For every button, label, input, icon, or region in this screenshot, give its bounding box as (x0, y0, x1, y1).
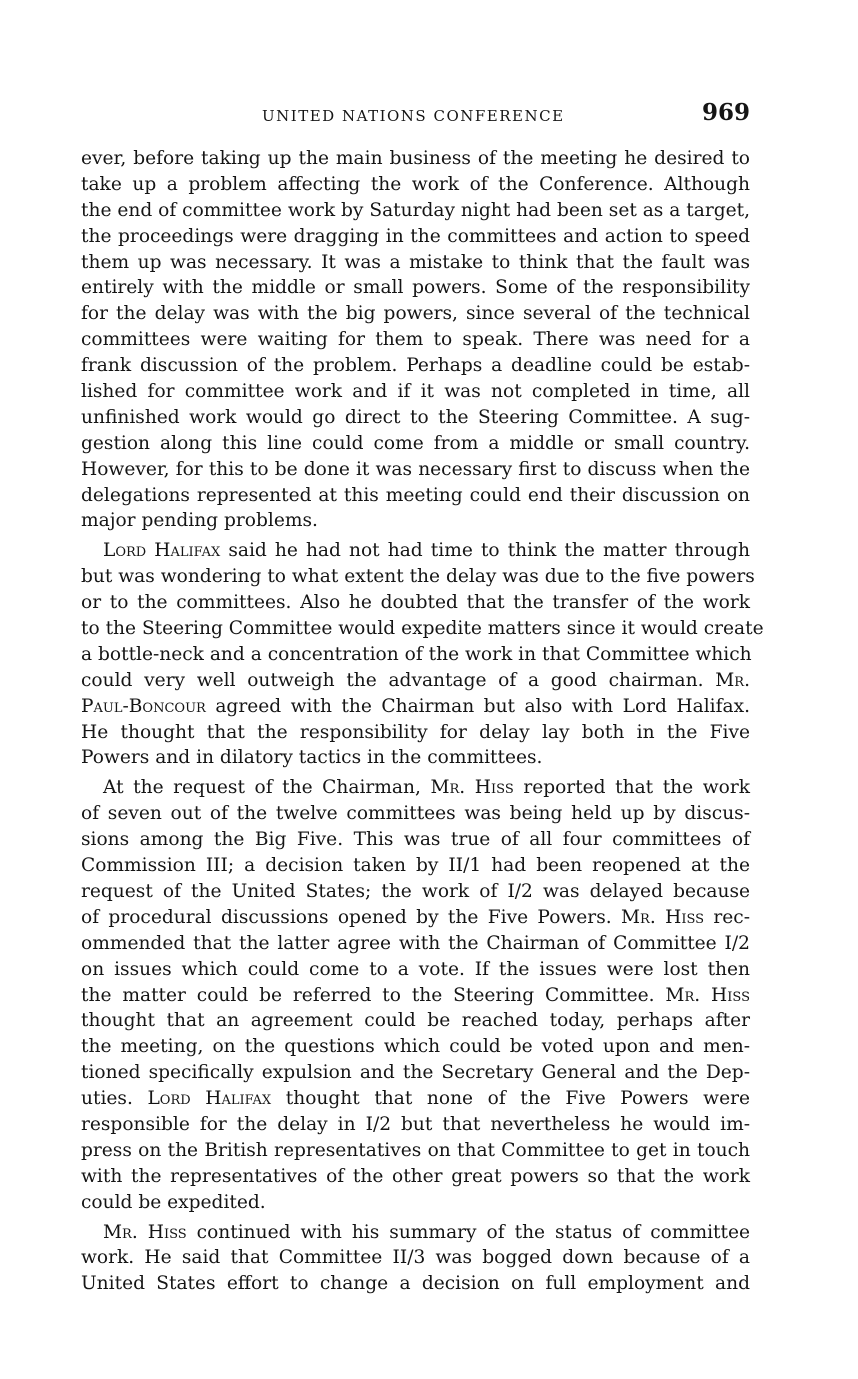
text-line: for the delay was with the big powers, since several of the technical (81, 303, 750, 325)
text-line: frank discussion of the problem. Perhaps a deadline could be estab- (81, 355, 750, 377)
text-line: committees were waiting for them to speak. There was need for a (81, 329, 750, 351)
text-line: them up was necessary. It was a mistake to think that the fault was (81, 251, 750, 273)
text-line: request of the United States; the work of I/2 was delayed because (81, 880, 750, 902)
text-line: Powers and in dilatory tactics in the committees. (81, 747, 543, 769)
text-line: take up a problem affecting the work of the Conference. Although (81, 173, 750, 195)
text-line: major pending problems. (81, 510, 318, 532)
text-fragment: of procedural discussions opened by the Five Powers. (81, 906, 612, 928)
text-line: responsible for the delay in I/2 but that nevertheless he would im- (81, 1113, 750, 1135)
text-line (81, 1086, 750, 1112)
speaker-name: Mr. Hiss (103, 1221, 187, 1243)
speaker-name: Mr. Hiss (621, 906, 705, 928)
text-line: with the representatives of the other great powers so that the work (81, 1165, 750, 1187)
paragraph-3 (81, 775, 750, 1215)
text-line: gestion along this line could come from a middle or small country. (81, 432, 750, 454)
text-line: He thought that the responsibility for delay lay both in the Five (81, 721, 750, 743)
text-line (81, 694, 750, 720)
running-header (82, 99, 750, 129)
text-line: could be expedited. (81, 1191, 266, 1213)
text-line: on issues which could come to a vote. If the issues were lost then (81, 958, 750, 980)
speaker-name: Paul-Boncour (81, 695, 206, 717)
speaker-name: Mr. Hiss (665, 984, 750, 1006)
text-line: the proceedings were dragging in the committees and action to speed (81, 225, 750, 247)
paragraph-4 (81, 1220, 750, 1298)
text-line (81, 1220, 750, 1246)
text-fragment: could very well outweigh the advantage of a good chairman. (81, 669, 704, 691)
text-line: the meeting, on the questions which could be voted upon and men- (81, 1036, 750, 1058)
text-line: but was wondering to what extent the delay was due to the five powers (81, 566, 755, 588)
text-line: a bottle-neck and a concentration of the work in that Committee which (81, 643, 752, 665)
paragraph-1 (81, 146, 750, 534)
body-text (81, 146, 764, 1297)
text-line: unfinished work would go direct to the Steering Committee. A sug- (81, 406, 750, 428)
text-line: tioned specifically expulsion and the Secretary General and the Dep- (81, 1062, 750, 1084)
text-line: United States effort to change a decision on full employment and (81, 1273, 750, 1295)
speaker-name: Mr. Hiss (430, 777, 514, 799)
text-line: However, for this to be done it was necessary first to discuss when the (81, 458, 750, 480)
text-line: ever, before taking up the main business of the meeting he desired to (81, 148, 750, 169)
text-line: delegations represented at this meeting could end their discussion on (81, 484, 750, 506)
text-fragment: reported that the work (523, 777, 750, 799)
text-line: sions among the Big Five. This was true of all four committees of (81, 829, 750, 851)
text-line: press on the British representatives on that Committee to get in touch (81, 1139, 750, 1161)
text-line: of seven out of the twelve committees was being held up by discus- (81, 803, 750, 825)
text-line: work. He said that Committee II/3 was bogged down because of a (81, 1247, 750, 1269)
text-fragment: rec- (713, 906, 750, 928)
paragraph-2 (81, 538, 764, 771)
text-fragment: uties. (81, 1088, 133, 1110)
text-fragment: agreed with the Chairman but also with Lord Halifax. (215, 695, 750, 717)
text-fragment: continued with his summary of the status of committee (196, 1221, 750, 1243)
text-line: the end of committee work by Saturday night had been set as a target, (81, 199, 750, 221)
text-fragment: the matter could be referred to the Steering Committee. (81, 984, 655, 1006)
text-line (81, 905, 750, 931)
text-fragment: thought that none of the Five Powers were (285, 1088, 750, 1110)
text-line (81, 983, 750, 1009)
speaker-name: Lord Halifax (103, 540, 221, 562)
text-line: or to the committees. Also he doubted that the transfer of the work (81, 592, 750, 614)
speaker-name: Lord Halifax (147, 1088, 272, 1110)
text-line: thought that an agreement could be reached today, perhaps after (81, 1010, 750, 1032)
running-title: UNITED NATIONS CONFERENCE (262, 107, 565, 125)
text-line: entirely with the middle or small powers. Some of the responsibility (81, 277, 750, 299)
text-fragment: said he had not had time to think the matter through (228, 540, 750, 562)
page-number: 969 (701, 99, 750, 126)
text-line (81, 775, 750, 801)
text-line: to the Steering Committee would expedite matters since it would create (81, 618, 764, 640)
text-line (81, 538, 750, 564)
text-fragment: At the request of the Chairman, (103, 777, 421, 799)
text-line: lished for committee work and if it was not completed in time, all (81, 381, 750, 403)
text-line: ommended that the latter agree with the Chairman of Committee I/2 (81, 932, 750, 954)
speaker-title: Mr. (715, 669, 750, 691)
text-line: Commission III; a decision taken by II/1 had been reopened at the (81, 855, 750, 877)
text-line (81, 668, 750, 694)
